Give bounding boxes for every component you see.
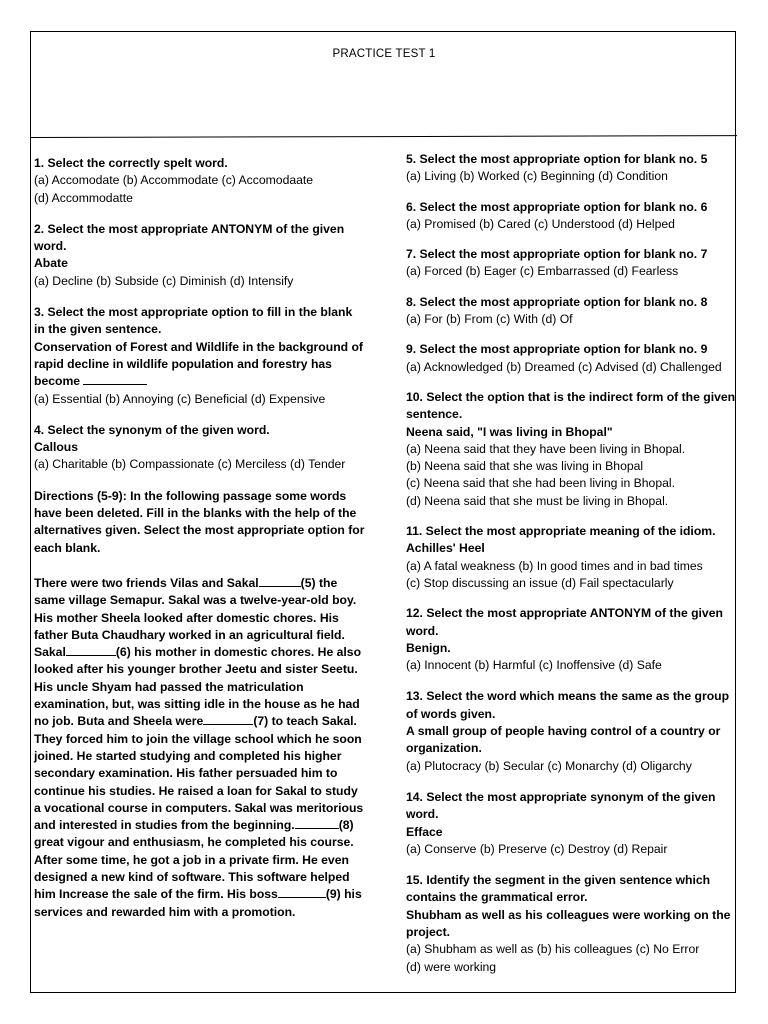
- passage-segment: (7) to teach Sakal. They forced him to join the village school which he soon joined. He started studying and completed his higher secondary examination. His father persuaded him to continue his studies. He raised a loan for Sakal to study a vocational course in computers. Sakal was meritorious and interested in studies from the beginning.: [34, 714, 364, 833]
- question-word: Callous: [34, 440, 79, 455]
- question-11: [406, 523, 738, 592]
- question-options: (b) Neena said that she was living in Bhopal: [406, 459, 644, 474]
- passage-segment: (6) his mother in domestic chores. He also looked after his younger brother Jeetu and sister Seetu. His uncle Shyam had passed the matriculation examination, but, was sitting idle in the house as he had no job. Buta and Sheela were: [34, 645, 362, 729]
- question-stem: 6. Select the most appropriate option for blank no. 6: [406, 199, 708, 214]
- question-options: (a) Accomodate (b) Accommodate (c) Accomodaate: [34, 173, 314, 188]
- page-title: PRACTICE TEST 1: [332, 48, 436, 60]
- question-stem: 10. Select the option that is the indirect form of the given sentence.: [406, 389, 736, 422]
- passage-segment: (8) great vigour and enthusiasm, he completed his course. After some time, he got a job in a private firm. He even designed a new kind of software. This software helped him Increase the sale of the firm. His boss: [34, 818, 354, 902]
- question-stem: 7. Select the most appropriate option for blank no. 7: [406, 247, 708, 262]
- fill-blank: [259, 575, 301, 587]
- question-word: Efface: [406, 824, 443, 839]
- fill-blank: [278, 886, 326, 898]
- question-options: (a) Conserve (b) Preserve (c) Destroy (d) Repair: [406, 841, 668, 856]
- question-7: [406, 246, 738, 281]
- question-stem: 1. Select the correctly spelt word.: [34, 156, 228, 170]
- question-sentence: Neena said, "I was living in Bhopal": [406, 424, 613, 439]
- question-3: [34, 304, 366, 408]
- question-sentence: A small group of people having control of a country or organization.: [406, 724, 721, 756]
- question-stem: 3. Select the most appropriate option to fill in the blank in the given sentence.: [34, 305, 353, 337]
- question-12: [406, 605, 738, 674]
- question-options: (a) Acknowledged (b) Dreamed (c) Advised (d) Challenged: [406, 359, 722, 374]
- question-options: (a) Shubham as well as (b) his colleagues (c) No Error: [406, 942, 700, 957]
- fill-blank: [295, 817, 339, 829]
- question-stem: 15. Identify the segment in the given sentence which contains the grammatical error.: [406, 873, 711, 905]
- question-stem: 14. Select the most appropriate synonym of the given word.: [406, 789, 716, 822]
- question-options: (d) were working: [406, 959, 497, 974]
- question-options: (a) Forced (b) Eager (c) Embarrassed (d) Fearless: [406, 264, 679, 279]
- fill-blank: [66, 644, 116, 656]
- question-options: (a) Charitable (b) Compassionate (c) Merciless (d) Tender: [34, 457, 346, 472]
- question-4: [34, 422, 366, 474]
- passage-directions: Directions (5-9): In the following passage some words have been deleted. Fill in the blanks with the help of the alternatives given. Select the most appropriate option for each blank.: [34, 488, 365, 555]
- question-options: (a) Plutocracy (b) Secular (c) Monarchy (d) Oligarchy: [406, 758, 692, 773]
- question-options: (a) Innocent (b) Harmful (c) Inoffensive (d) Safe: [406, 658, 662, 673]
- sentence-text: Conservation of Forest and Wildlife in the background of rapid decline in wildlife population and forestry has become: [34, 339, 363, 389]
- question-sentence: Shubham as well as his colleagues were working on the project.: [406, 907, 731, 939]
- question-5: [406, 151, 738, 186]
- passage-segment: (9) his services and rewarded him with a promotion.: [34, 887, 362, 919]
- fill-blank: [203, 713, 253, 725]
- question-options: (c) Stop discussing an issue (d) Fail spectacularly: [406, 575, 674, 590]
- question-options: (a) Essential (b) Annoying (c) Beneficial (d) Expensive: [34, 391, 326, 406]
- question-stem: 13. Select the word which means the same as the group of words given.: [406, 689, 730, 721]
- question-stem: 8. Select the most appropriate option for blank no. 8: [406, 294, 708, 309]
- passage-segment: There were two friends Vilas and Sakal: [34, 575, 259, 590]
- question-word: Benign.: [406, 640, 451, 655]
- question-stem: 9. Select the most appropriate option for blank no. 9: [406, 342, 708, 357]
- question-10: [406, 389, 738, 510]
- question-14: [406, 789, 738, 858]
- question-stem: 5. Select the most appropriate option for blank no. 5: [406, 152, 708, 166]
- question-8: [406, 294, 738, 329]
- question-2: [34, 221, 366, 290]
- question-9: [406, 341, 738, 376]
- question-options: (a) Decline (b) Subside (c) Diminish (d) Intensify: [34, 273, 294, 288]
- question-15: [406, 872, 738, 976]
- passage-text: [34, 575, 366, 921]
- left-column: [34, 155, 366, 921]
- passage-segment: (5) the same village Semapur. Sakal was a twelve-year-old boy. His mother Sheela looked after domestic chores. His father Buta Chaudhary worked in an agricultural field. Sakal: [34, 575, 357, 660]
- question-word: Achilles' Heel: [406, 541, 485, 556]
- question-stem: 11. Select the most appropriate meaning of the idiom.: [406, 524, 716, 539]
- fill-blank: [83, 373, 147, 385]
- question-options: (a) A fatal weakness (b) In good times and in bad times: [406, 558, 703, 573]
- question-options: (a) Promised (b) Cared (c) Understood (d) Helped: [406, 216, 675, 231]
- question-options: (a) Living (b) Worked (c) Beginning (d) Condition: [406, 169, 668, 184]
- question-options: (a) Neena said that they have been living in Bhopal.: [406, 441, 686, 456]
- question-word: Abate: [34, 256, 68, 271]
- question-stem: 4. Select the synonym of the given word.: [34, 422, 270, 437]
- question-1: [34, 155, 366, 207]
- question-options: (d) Neena said that she must be living in Bhopal.: [406, 493, 669, 508]
- question-stem: 2. Select the most appropriate ANTONYM of the given word.: [34, 221, 345, 254]
- question-options: (a) For (b) From (c) With (d) Of: [406, 312, 573, 327]
- question-options: (c) Neena said that she had been living in Bhopal.: [406, 476, 675, 491]
- question-options: (d) Accommodatte: [34, 190, 133, 205]
- question-13: [406, 688, 738, 774]
- question-stem: 12. Select the most appropriate ANTONYM of the given word.: [406, 606, 723, 638]
- question-sentence: [34, 339, 366, 391]
- right-column: [406, 151, 738, 990]
- question-6: [406, 199, 738, 234]
